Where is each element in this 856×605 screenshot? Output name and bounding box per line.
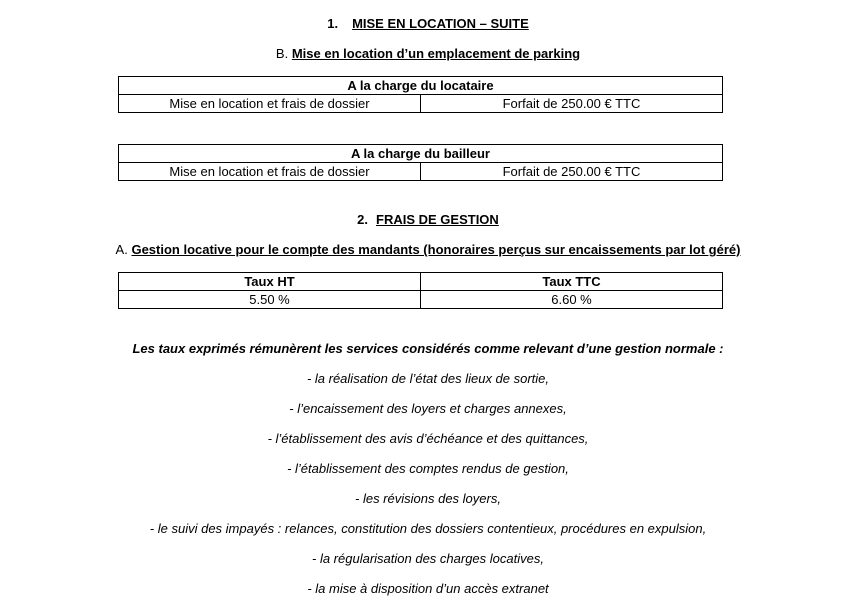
table-cell-label: Mise en location et frais de dossier: [119, 163, 421, 181]
subsection-a-heading: [0, 242, 856, 258]
table-header-row: [119, 77, 723, 95]
fee-table-locataire: [118, 76, 723, 113]
subsection-b-heading: [0, 46, 856, 62]
section-1-heading: [0, 16, 856, 32]
table-row: [119, 163, 723, 181]
table-row: [119, 95, 723, 113]
subsection-b-letter: B.: [275, 46, 289, 61]
rates-value-ttc: 6.60 %: [421, 291, 723, 309]
table-header-row: [119, 273, 723, 291]
section-2-heading: [0, 212, 856, 228]
list-item: - l’établissement des avis d’échéance et des quittances,: [267, 431, 589, 446]
rates-table: [118, 272, 723, 309]
list-item: - la régularisation des charges locatives,: [312, 551, 544, 566]
section-1-number: 1.: [327, 16, 339, 31]
subsection-b-title: Mise en location d’un emplacement de parking: [291, 46, 581, 61]
section-1-title: MISE EN LOCATION – SUITE: [352, 16, 529, 31]
services-intro: Les taux exprimés rémunèrent les services considérés comme relevant d’une gestion normale :: [132, 341, 724, 356]
subsection-a-letter: A.: [115, 242, 128, 257]
list-item: - les révisions des loyers,: [355, 491, 501, 506]
table-cell-value: Forfait de 250.00 € TTC: [421, 95, 723, 113]
list-item: - l’encaissement des loyers et charges annexes,: [289, 401, 567, 416]
table-cell-value: Forfait de 250.00 € TTC: [421, 163, 723, 181]
rates-value-ht: 5.50 %: [119, 291, 421, 309]
list-item: - la réalisation de l’état des lieux de sortie,: [306, 371, 550, 386]
section-2-number: 2.: [357, 212, 369, 227]
table-header-row: [119, 145, 723, 163]
rates-header-ht: Taux HT: [119, 273, 421, 291]
table-row: [119, 291, 723, 309]
table-header-locataire: A la charge du locataire: [119, 77, 723, 95]
table-cell-label: Mise en location et frais de dossier: [119, 95, 421, 113]
fee-table-bailleur: [118, 144, 723, 181]
list-item: - l’établissement des comptes rendus de gestion,: [287, 461, 569, 476]
list-item: - la mise à disposition d’un accès extranet: [307, 581, 549, 596]
subsection-a-title: Gestion locative pour le compte des mandants (honoraires perçus sur encaissements par lot géré): [131, 242, 741, 257]
list-item: - le suivi des impayés : relances, constitution des dossiers contentieux, procédures en expulsion,: [149, 521, 707, 536]
table-header-bailleur: A la charge du bailleur: [119, 145, 723, 163]
section-2-title: FRAIS DE GESTION: [376, 212, 499, 227]
rates-header-ttc: Taux TTC: [421, 273, 723, 291]
